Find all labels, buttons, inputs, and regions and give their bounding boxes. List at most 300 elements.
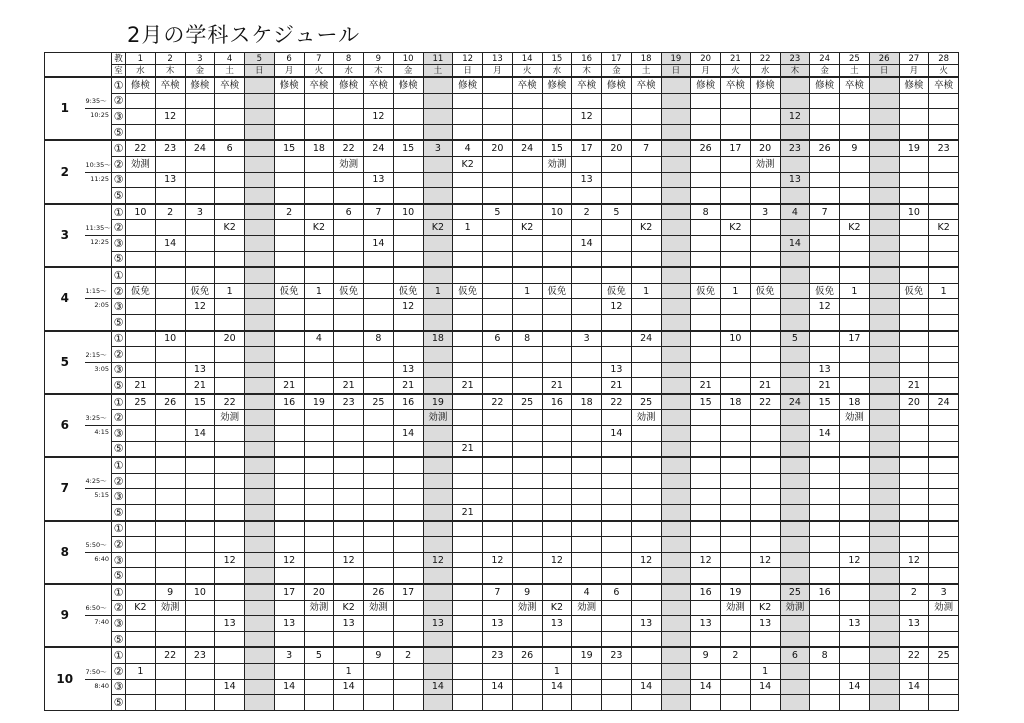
schedule-cell [542,331,572,347]
schedule-cell [631,457,661,473]
schedule-cell [483,251,513,267]
schedule-cell [840,314,870,330]
schedule-cell: 17 [840,331,870,347]
schedule-cell [721,426,751,442]
schedule-cell: K2 [750,600,780,616]
schedule-cell [512,441,542,457]
schedule-cell [155,473,185,489]
schedule-cell [631,663,661,679]
schedule-cell [126,251,156,267]
schedule-cell [393,109,423,125]
period-time-start: 7:50～ [85,647,112,679]
schedule-cell [304,172,334,188]
schedule-cell [661,172,691,188]
schedule-cell [542,521,572,537]
schedule-cell [483,600,513,616]
schedule-cell [274,93,304,109]
schedule-cell [721,441,751,457]
schedule-cell: 12 [780,109,810,125]
schedule-cell: 9 [840,140,870,156]
schedule-cell [661,521,691,537]
schedule-cell: 1 [840,283,870,299]
schedule-cell [631,695,661,711]
schedule-cell [185,235,215,251]
schedule-cell [869,394,899,410]
schedule-cell [631,172,661,188]
schedule-cell [869,663,899,679]
schedule-cell [810,616,840,632]
room-label: ② [112,410,126,426]
schedule-cell [631,188,661,204]
schedule-cell [334,410,364,426]
schedule-cell [780,489,810,505]
schedule-cell [929,441,959,457]
schedule-cell [274,631,304,647]
schedule-cell [215,647,245,663]
schedule-cell [512,172,542,188]
schedule-cell [869,251,899,267]
schedule-cell [126,568,156,584]
date-cell: 18 [631,53,661,65]
schedule-cell [602,505,632,521]
weekday-cell: 月 [691,65,721,78]
room-label: ③ [112,616,126,632]
schedule-cell [126,537,156,553]
schedule-cell [929,109,959,125]
schedule-cell: 効測 [304,600,334,616]
schedule-cell [274,188,304,204]
schedule-cell [721,124,751,140]
room-label: ② [112,93,126,109]
schedule-cell [899,505,929,521]
schedule-cell [721,314,751,330]
schedule-cell [483,521,513,537]
schedule-cell [780,267,810,283]
schedule-row [45,283,959,299]
schedule-cell [869,267,899,283]
schedule-cell [572,267,602,283]
schedule-cell [602,156,632,172]
schedule-cell [869,647,899,663]
schedule-cell [512,299,542,315]
schedule-cell [274,473,304,489]
schedule-cell [572,220,602,236]
schedule-cell [185,552,215,568]
schedule-cell [245,109,275,125]
weekday-cell: 日 [453,65,483,78]
schedule-cell [899,299,929,315]
schedule-cell: 24 [929,394,959,410]
schedule-cell [185,220,215,236]
period-number: 4 [45,267,85,330]
schedule-cell [304,679,334,695]
schedule-cell: 仮免 [750,283,780,299]
schedule-cell: 14 [364,235,394,251]
schedule-cell [483,299,513,315]
schedule-cell [126,584,156,600]
schedule-cell [126,220,156,236]
schedule-cell: 仮免 [691,283,721,299]
period-number: 10 [45,647,85,710]
schedule-cell [304,505,334,521]
schedule-cell: 卒検 [155,77,185,93]
schedule-cell [572,663,602,679]
schedule-cell [483,235,513,251]
schedule-cell [274,489,304,505]
weekday-cell: 火 [304,65,334,78]
schedule-cell [929,616,959,632]
schedule-cell [453,426,483,442]
schedule-cell [869,93,899,109]
schedule-cell: 24 [780,394,810,410]
schedule-cell [423,457,453,473]
schedule-cell [364,124,394,140]
schedule-cell [364,220,394,236]
schedule-cell [691,426,721,442]
schedule-cell [155,251,185,267]
schedule-cell [155,426,185,442]
schedule-cell [810,663,840,679]
schedule-cell: 効測 [423,410,453,426]
schedule-cell [274,663,304,679]
schedule-cell: 19 [304,394,334,410]
schedule-cell [215,568,245,584]
schedule-cell [869,631,899,647]
schedule-cell [423,109,453,125]
schedule-cell: 20 [750,140,780,156]
schedule-cell: 12 [185,299,215,315]
schedule-cell: 5 [483,204,513,220]
schedule-cell: K2 [512,220,542,236]
schedule-cell: 9 [512,584,542,600]
period-time-end: 3:05 [85,362,112,394]
schedule-cell [155,616,185,632]
date-header-row [45,53,959,65]
schedule-cell [483,378,513,394]
schedule-cell [572,631,602,647]
schedule-cell: 13 [750,616,780,632]
schedule-cell [512,473,542,489]
schedule-cell [721,663,751,679]
weekday-cell: 火 [929,65,959,78]
schedule-cell: 21 [899,378,929,394]
room-label: ② [112,537,126,553]
schedule-cell [929,251,959,267]
schedule-cell [215,235,245,251]
schedule-cell: 18 [304,140,334,156]
weekday-cell: 日 [661,65,691,78]
schedule-cell [869,156,899,172]
schedule-cell [483,188,513,204]
schedule-cell [661,220,691,236]
schedule-cell [215,156,245,172]
date-cell: 2 [155,53,185,65]
schedule-cell [780,441,810,457]
schedule-cell [334,521,364,537]
schedule-cell: 14 [334,679,364,695]
schedule-cell: 13 [185,362,215,378]
schedule-cell [602,109,632,125]
schedule-cell [899,235,929,251]
schedule-cell [631,537,661,553]
schedule-cell: 15 [691,394,721,410]
schedule-cell: 効測 [780,600,810,616]
schedule-cell: K2 [929,220,959,236]
schedule-cell [453,521,483,537]
schedule-cell [780,663,810,679]
schedule-cell: 26 [155,394,185,410]
schedule-cell [364,283,394,299]
schedule-cell [810,220,840,236]
schedule-cell [215,441,245,457]
schedule-cell [721,568,751,584]
schedule-cell [631,299,661,315]
room-label: ② [112,473,126,489]
schedule-cell: 12 [810,299,840,315]
room-label: ⑤ [112,631,126,647]
date-cell: 6 [274,53,304,65]
schedule-cell [274,347,304,363]
schedule-cell [661,441,691,457]
date-cell: 1 [126,53,156,65]
schedule-cell [274,600,304,616]
schedule-cell [423,124,453,140]
schedule-row [45,616,959,632]
schedule-cell [661,188,691,204]
schedule-cell: 効測 [840,410,870,426]
schedule-cell: 22 [602,394,632,410]
schedule-cell: 12 [155,109,185,125]
schedule-cell [750,267,780,283]
schedule-cell [512,426,542,442]
date-cell: 17 [602,53,632,65]
room-label: ① [112,204,126,220]
schedule-cell [512,616,542,632]
schedule-cell [155,568,185,584]
schedule-cell [393,552,423,568]
schedule-cell [155,220,185,236]
schedule-cell: 1 [542,663,572,679]
schedule-cell [661,410,691,426]
schedule-cell [274,299,304,315]
room-label: ⑤ [112,378,126,394]
schedule-cell [572,489,602,505]
schedule-cell [631,584,661,600]
schedule-cell [810,235,840,251]
schedule-cell [334,93,364,109]
schedule-cell: K2 [840,220,870,236]
room-label: ③ [112,109,126,125]
schedule-cell [721,521,751,537]
schedule-cell: 卒検 [840,77,870,93]
page-title: 2月の学科スケジュール [127,23,361,47]
schedule-cell [691,109,721,125]
schedule-cell [512,93,542,109]
schedule-cell: 18 [840,394,870,410]
schedule-cell: 24 [631,331,661,347]
schedule-cell: K2 [542,600,572,616]
schedule-cell [453,188,483,204]
schedule-cell [334,584,364,600]
schedule-cell [483,283,513,299]
schedule-row [45,362,959,378]
schedule-cell [274,331,304,347]
schedule-cell [810,552,840,568]
schedule-cell [899,251,929,267]
schedule-cell [542,299,572,315]
schedule-cell [245,347,275,363]
schedule-cell [602,441,632,457]
schedule-cell [572,695,602,711]
schedule-cell: 19 [899,140,929,156]
schedule-cell [155,362,185,378]
period-time-end: 5:15 [85,489,112,521]
schedule-cell: 12 [542,552,572,568]
schedule-cell [423,647,453,663]
schedule-cell [572,378,602,394]
schedule-cell [602,251,632,267]
schedule-cell: 15 [393,140,423,156]
schedule-cell [453,109,483,125]
schedule-cell [155,521,185,537]
schedule-cell [245,631,275,647]
schedule-cell [661,378,691,394]
schedule-cell [691,124,721,140]
schedule-cell [155,631,185,647]
schedule-cell [185,331,215,347]
schedule-cell: 1 [512,283,542,299]
period-time-end: 2:05 [85,299,112,331]
schedule-cell [274,537,304,553]
schedule-cell [661,505,691,521]
schedule-cell: 10 [185,584,215,600]
schedule-cell [691,188,721,204]
date-cell: 14 [512,53,542,65]
schedule-cell [453,251,483,267]
schedule-cell [393,347,423,363]
schedule-cell [483,347,513,363]
schedule-cell: 2 [274,204,304,220]
schedule-cell: 13 [572,172,602,188]
schedule-cell [245,568,275,584]
schedule-cell [126,489,156,505]
schedule-cell: 25 [631,394,661,410]
schedule-cell: 7 [483,584,513,600]
schedule-cell [245,521,275,537]
schedule-cell [929,663,959,679]
schedule-cell: 9 [364,647,394,663]
schedule-cell [423,663,453,679]
schedule-cell [483,505,513,521]
schedule-cell [750,172,780,188]
schedule-row [45,267,959,283]
schedule-cell [721,473,751,489]
schedule-cell [750,331,780,347]
schedule-cell [661,473,691,489]
date-cell: 23 [780,53,810,65]
schedule-cell: 仮免 [542,283,572,299]
schedule-cell [602,410,632,426]
schedule-cell [780,378,810,394]
schedule-cell [721,299,751,315]
room-label: ⑤ [112,124,126,140]
schedule-cell [869,378,899,394]
schedule-cell [750,220,780,236]
schedule-cell [453,568,483,584]
schedule-cell [274,314,304,330]
schedule-cell: 20 [602,140,632,156]
room-label: ③ [112,235,126,251]
schedule-cell: 6 [780,647,810,663]
schedule-cell: 3 [423,140,453,156]
schedule-row [45,188,959,204]
schedule-cell [899,220,929,236]
header-kyo: 教 [112,53,126,65]
schedule-cell [245,124,275,140]
schedule-cell [155,124,185,140]
schedule-cell [245,679,275,695]
schedule-cell [869,584,899,600]
schedule-cell [423,267,453,283]
date-cell: 24 [810,53,840,65]
corner-cell [45,53,112,78]
schedule-cell [215,124,245,140]
schedule-cell: K2 [721,220,751,236]
schedule-cell: 効測 [721,600,751,616]
schedule-cell [453,362,483,378]
schedule-cell [245,426,275,442]
schedule-cell [721,616,751,632]
schedule-cell [334,568,364,584]
schedule-cell [869,679,899,695]
schedule-cell [304,156,334,172]
schedule-cell: 10 [721,331,751,347]
schedule-row [45,568,959,584]
schedule-cell [661,109,691,125]
schedule-cell [155,552,185,568]
period-time-start: 3:25～ [85,394,112,426]
schedule-cell: 13 [393,362,423,378]
schedule-cell [334,124,364,140]
schedule-cell [780,457,810,473]
schedule-cell [661,299,691,315]
schedule-cell [661,77,691,93]
schedule-cell [721,362,751,378]
schedule-cell [483,631,513,647]
schedule-cell [155,441,185,457]
schedule-cell: 22 [483,394,513,410]
schedule-cell: 14 [780,235,810,251]
schedule-cell [423,600,453,616]
schedule-cell: 6 [602,584,632,600]
schedule-cell [840,489,870,505]
schedule-cell [810,505,840,521]
schedule-cell [215,172,245,188]
schedule-cell: 22 [899,647,929,663]
schedule-cell [304,663,334,679]
schedule-cell [661,283,691,299]
schedule-cell: 25 [364,394,394,410]
schedule-cell [572,505,602,521]
schedule-cell [750,521,780,537]
schedule-cell [840,537,870,553]
schedule-cell [274,235,304,251]
period-time-start: 4:25～ [85,457,112,489]
schedule-cell [334,505,364,521]
date-cell: 28 [929,53,959,65]
schedule-cell [929,347,959,363]
schedule-cell [126,93,156,109]
